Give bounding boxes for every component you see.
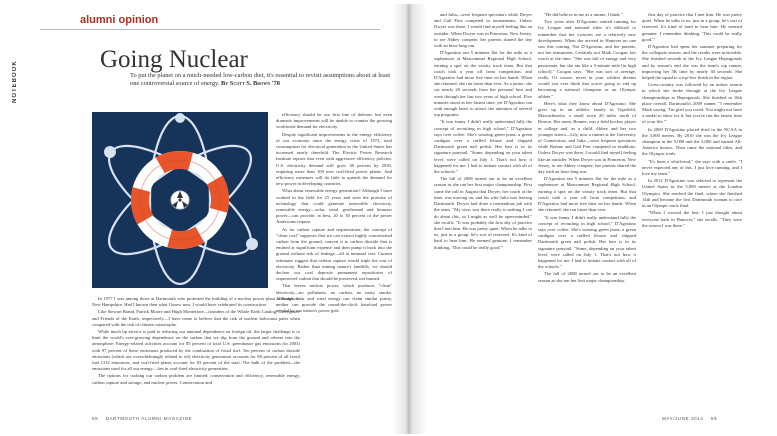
right-page-number: 59 [710, 416, 718, 421]
section-label: alumni opinion [80, 14, 159, 26]
issue-date: MAY/JUNE 2014 [662, 416, 704, 421]
body-paragraph: "He did believe in me as a runner, I think." [544, 12, 623, 17]
body-paragraph: In 2012 D'Agostino was selected to represent the United States in the 5,000 meters at the London Olympics. She reached the final, where she finished 14th and became the first Dartmouth woman to race in an Olympic track final. [642, 178, 742, 209]
side-column [276, 112, 392, 416]
nuclear-illustration [92, 112, 268, 288]
deck-text: To put the planet on a much-needed low-carbon diet, it's essential to revisit assumptions about at least one controversial source of energy. [130, 72, 390, 88]
body-paragraph: That leaves nuclear power, which produces "clean" electricity—no pollutants, no carbon, no nasty smoke. Although solar and wind energy can claim similar purity, neither can provide the round-the-clock baseload power needed by our nation's power grid. [276, 283, 392, 314]
body-paragraph: efficiency should be our first line of defense, but even dramatic improvements will be unable to counter the growing worldwide demand for electricity. [276, 112, 392, 130]
page-gutter [392, 4, 426, 434]
body-paragraph: Despite significant improvements in the energy efficiency of our economy since the energy crisis of 1973, total consumption for electrical generation in the United States has increased nearly threefold. The Electric Power Research Institute reports that even with aggressive efficiency policies, U.S. electricity demand will grow 40 percent by 2030, requiring more than 100 new coal-fired power plants. And efficiency measures will do little to quench the demand for new power in developing countries. [276, 131, 392, 187]
body-paragraph: Like Stewart Brand, Patrick Moore and Hugh Montefiore—founders of the Whole Earth Catalog, Greenpeace and Friends of the Earth, respectively—I have come to believe that the risk of nuclear holocaust pales when compared with the risk of climate catastrophe. [92, 309, 300, 327]
body-paragraph: D'Agostino ran 5 minutes flat for the mile as a sophomore at Mascommet Regional High School, earning a spot on the varsity track team. But that coach took a year off from competition, and D'Agostino had more free time on her hands. When she returned, she ran faster than ever. As a junior, she cut nearly 20 seconds from her personal best and went through her last two years of high school. Five minutes stood as her fastest time, yet D'Agostino ran with enough heart to attract the attention of several top programs. [434, 50, 532, 118]
right-column-3 [642, 12, 742, 408]
left-folio [92, 416, 392, 421]
lead-paragraph: In 1977 I was among those at Dartmouth who protested the building of a nuclear power plant at Seabrook, New Hampshire. Had I known then what I know now, I would have celebrated its construction. [92, 296, 300, 308]
body-paragraph: "When I crossed the line, I just thought about everyone back in Hanover," she recalls. "They were the reason I was there." [642, 210, 742, 228]
left-page-number: 58 [92, 416, 99, 421]
body-paragraph: What about renewable energy generation? Although I have worked in the field for 25 years and seen the promise of technology that could generate renewable electricity, renewable energy—solar, wind, geothermal and biomass power—can provide, at best, 20 to 30 percent of the power Americans require. [276, 188, 392, 225]
article-deck [130, 72, 390, 88]
body-paragraph: and Julia—were frequent spectators while Dwyer and Gail Fitts competed in tournaments. Unless Dwyer was there, I would find myself feeling like an outsider. When Dwyer was in Princeton, New Jersey, to see Abbey compete, her parents shared the day with an hour-long run. [434, 12, 532, 49]
body-paragraph: Cross-country was followed by an indoor season in which she broke through at the Ivy League championships at Heptagonals. She finished in 16th place overall, Dartmouth's 2009 runner. "I remember Mark saying, 'I'm glad you raced. You might not have a medal to show for it, but you've run the fastest time of your life.'" [642, 82, 742, 125]
right-column-2 [538, 12, 636, 408]
body-paragraph: D'Agostino ran 5 minutes flat for the mile as a sophomore at Mascommet Regional High School, earning a spot on the varsity track team. But that coach took a year off from competition, and D'Agostino had more free time on her hands. When she returned, she ran faster than ever. [538, 176, 636, 213]
body-paragraph: The options for curbing our carbon problem are limited: conservation and efficiency, renewable energy, carbon capture and storage, and nuclear power. Conservation and [92, 373, 300, 385]
body-paragraph: "It's been a whirlwind," she says with a smile. "I never expected any of this. I just love running, and I love my team." [642, 158, 742, 177]
right-folio [662, 416, 717, 421]
notebook-tab: NOTEBOOK [12, 60, 18, 104]
body-paragraph: The fall of 2008 turned out to be an excellent season as she ran her first major championship. First came the call in August that Dwyer, her coach at the time, was moving on, and his wife Julia was leaving Dartmouth. Dwyer had done a tremendous job with the team. "My view was there really is nothing I can do about this, so I might as well be open-minded," she recalls. "It was probably the first day of practice that I met him. He was pretty quiet. When he talks to us, just in a group, he's sort of reserved. It's kind of hard to hear him. He seemed genuine. I remember thinking, 'This could be really good.'" [434, 176, 532, 250]
body-paragraph: Two years after D'Agostino started running for Ivy League and national titles it's difficult to remember that her victories are a relatively new development. When she arrived in Hanover no one saw this coming. Not D'Agostino, and her parents, not her teammates. Certainly not Mark Coogan, her coach at the time. "She was full of energy and very passionate, but she ran like a 5-minute mile [in high school]," Coogan says. "She was sort of average, really. Of course, never in your wildest dreams would you ever think that you're going to end up becoming a national champion or an Olympic athlete." [538, 19, 636, 99]
body-paragraph: Here's what they know about D'Agostino. She grew up in an athletic family in Topsfield, Massachusetts, a small town 20 miles north of Boston. Her mom, Bonnie, was a field hockey player in college and, as a child, Abbey and her two younger sisters—Lily, now a runner at the University of Connecticut, and Julia—were frequent spectators while Bonnie and Gail Fitts competed in triathlons. Unless Dwyer was there, I would find myself feeling like an outsider. When Dwyer was in Princeton, New Jersey, to see Abbey compete, her parents shared the day with an hour-long run. [538, 100, 636, 175]
atom-life-ring-icon [92, 112, 268, 288]
right-column-1 [434, 12, 532, 408]
body-paragraph: While much lip service is paid to reducing our national dependence on foreign oil, the larger challenge is to limit the world's ever-growing dependence on the carbon that we dig from the ground and release into the atmosphere. Energy-related activities account for 85 percent of total U.S. greenhouse gas emissions (in 2003) with 97 percent of these emissions produced by the combustion of fossil fuel. Ten percent of carbon dioxide emissions (which are overwhelmingly related to oil) electricity generation accounts for 80 percent of all fossil fuel CO2 emissions, and coal-fired plants account for 83 percent of the total. The bulk of the problem—the emissions used for all our energy—lies in coal-fired electricity generation. [92, 329, 300, 372]
body-paragraph: D'Agostino had spent her summer preparing for the collegiate season, and the results were noticeable. She finished seventh at the Ivy League Heptagonals and by season's end she was the team's top runner, improving her 5K time by nearly 30 seconds. She helped the squad to a top-five finish in the region. [642, 44, 742, 81]
magazine-name: DARTMOUTH ALUMNI MAGAZINE [105, 416, 193, 421]
byline: By Scott S. Brown '78 [221, 80, 280, 88]
body-paragraph: The fall of 2008 turned out to be an excellent season as she ran her first major championship. [538, 271, 636, 283]
body-paragraph: "It was funny. I didn't really understand fully the concept of recruiting in high school," D'Agostino says over coffee. She's wearing green jeans, a green cardigan over a ruffled blouse and chipped Dartmouth green nail polish. Her hair is in its signature ponytail. "Some, depending on your talent level, were called on July 1. That's not how it happened for me. I had to initiate contact with all of the schools." [538, 214, 636, 270]
body-paragraph: first day of practice that I met him. He was pretty quiet. When he talks to us, just in a group, he's sort of reserved. It's kind of hard to hear him. He seemed genuine. I remember thinking, 'This could be really good.'" [642, 12, 742, 42]
body-paragraph: As for carbon capture and sequestration, the concept of "clean coal" supposes that we can extract highly concentrated carbon from the ground, convert it to carbon dioxide that is emitted at significant expense and then pump it back into the ground without risk of leakage—all at minimal cost. Current estimates suggest that carbon capture would triple the cost of electricity. Rather than mining nature's landfills, we should declare our coal deposits permanent repositories of sequestered carbon that should be preserved, not burned. [276, 226, 392, 282]
article-headline: Going Nuclear [100, 46, 248, 73]
body-paragraph: "It was funny. I didn't really understand fully the concept of recruiting in high school," D'Agostino says over coffee. She's wearing green jeans, a green cardigan over a ruffled blouse and chipped Dartmouth green nail polish. Her hair is in its signature ponytail. "Some, depending on your talent level, were called on July 1. That's not how it happened for me. I had to initiate contact with all of the schools." [434, 119, 532, 175]
lead-column [92, 296, 300, 414]
section-header [40, 12, 380, 30]
body-paragraph: In 2009 D'Agostino placed third in the NCAA in the 3,000 meters. By 2010 she was the Ivy League champion in the 5,000 and the 3,000 and earned All-America honors. Then came the national titles, and the Olympic trials. [642, 126, 742, 157]
